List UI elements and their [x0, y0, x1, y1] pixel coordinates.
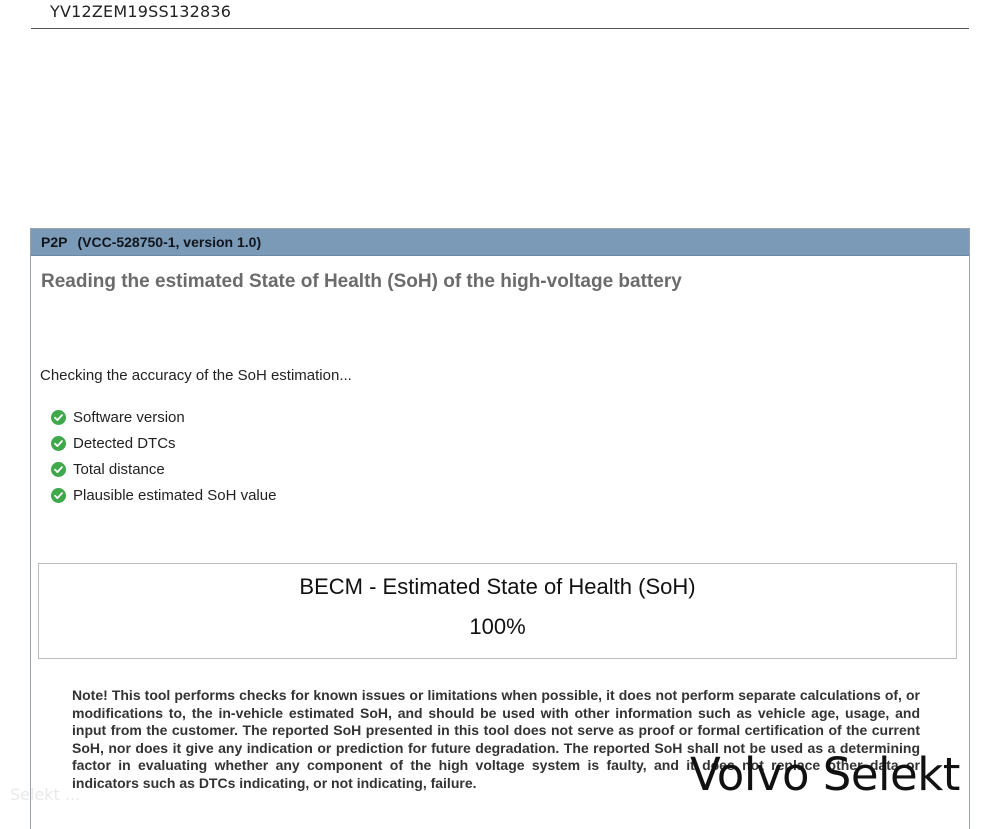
check-circle-icon [51, 488, 66, 503]
soh-result-box [38, 563, 957, 659]
check-list [51, 404, 276, 508]
soh-panel [30, 228, 970, 829]
watermark-volvo-selekt: Volvo Selekt [690, 748, 960, 801]
panel-reference: (VCC-528750-1, version 1.0) [77, 234, 262, 250]
panel-title: Reading the estimated State of Health (SoH) of the high-voltage battery [41, 271, 682, 292]
soh-result-value: 100% [469, 614, 526, 639]
check-item-plausible-soh [51, 482, 276, 508]
check-item-software-version [51, 404, 276, 430]
check-circle-icon [51, 436, 66, 451]
check-item-label: Detected DTCs [73, 434, 176, 452]
watermark-left: Selekt ... [10, 785, 81, 804]
disclaimer-note: Note! This tool performs checks for known issues or limitations when possible, it does not perform separate calculations of, or modifications to, the in-vehicle estimated SoH, and should be used with other information such as vehicle age, usage, and input from the customer. The reported SoH presented in this tool does not serve as proof or formal certification of the current SoH, nor does it give any indication or prediction for future degradation. The reported SoH shall not be used as a determining factor in evaluating whether any component of the high voltage system is faulty, and it does not replace other data or indicators such as DTCs indicating, or not indicating, failure. [72, 687, 920, 791]
vin-label: YV12ZEM19SS132836 [50, 2, 232, 21]
soh-result-title: BECM - Estimated State of Health (SoH) [299, 574, 696, 599]
panel-code: P2P [41, 234, 68, 250]
vin-bar [31, 0, 969, 29]
checking-status-text: Checking the accuracy of the SoH estimation... [40, 367, 352, 384]
check-item-label: Software version [73, 408, 185, 426]
panel-header [31, 229, 969, 256]
check-item-detected-dtcs [51, 430, 276, 456]
check-circle-icon [51, 410, 66, 425]
check-circle-icon [51, 462, 66, 477]
check-item-total-distance [51, 456, 276, 482]
check-item-label: Total distance [73, 460, 165, 478]
check-item-label: Plausible estimated SoH value [73, 486, 277, 504]
